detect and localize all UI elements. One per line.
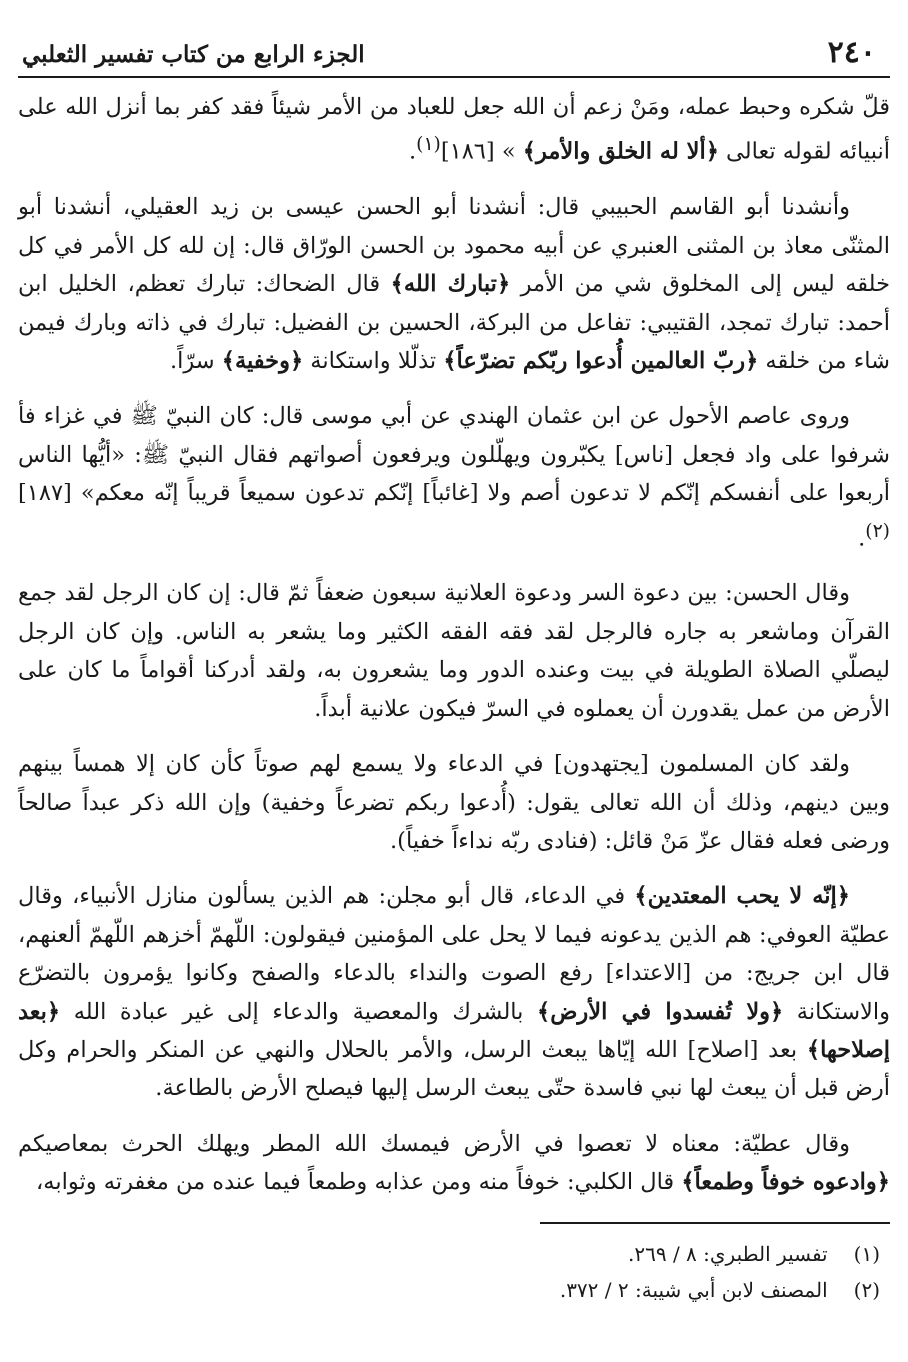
text-run: تذلّلا واستكانة <box>303 347 444 374</box>
text-run: في الدعاء، قال أبو مجلن: هم الذين يسألون منازل الأنبياء، وقال عطيّة العوفي: هم الذين يدعونه فيما لا يحل على المؤمنين فيقولون: اللّهمّ أخزهم اللّهمّ ألعنهم، قال ابن جريج: من [الاعتداء] رفع الصوت والنداء بالدعاء والصفح وكانوا يؤمرون بالتضرّع والاستكانة <box>18 883 890 1025</box>
text-run: وقال عطيّة: معناه لا تعصوا في الأرض فيمسك الله المطر ويهلك الحرث بمعاصيكم <box>18 1130 850 1157</box>
text-run: . <box>858 525 866 552</box>
page-number: ٢٤٠ <box>827 35 876 70</box>
text-run: قال الكلبي: خوفاً منه ومن عذابه وطمعاً فيما عنده من مغفرته وثوابه، <box>36 1169 682 1196</box>
page-body <box>18 78 890 1202</box>
footnote-1 <box>18 1236 890 1272</box>
quran-quote: ﴿وخفية﴾ <box>221 347 304 374</box>
text-run: سرّاً. <box>169 347 222 374</box>
footnote-text: تفسير الطبري: ٨ / ٢٦٩. <box>628 1242 828 1266</box>
footnote-number: (٢) <box>853 1278 880 1302</box>
paragraph-7 <box>18 1125 890 1202</box>
quran-quote: ﴿ألا له الخلق والأمر﴾ <box>522 138 719 165</box>
page-header <box>18 30 890 78</box>
paragraph-5 <box>18 745 890 860</box>
quran-quote: ﴿إنّه لا يحب المعتدين﴾ <box>634 883 850 910</box>
text-run: ولقد كان المسلمون [يجتهدون] في الدعاء ولا يسمع لهم صوتاً كأن كان إلا همساً بينهم وبين دينهم، وذلك أن الله تعالى يقول: (أُدعوا ربكم تضرعاً وخفية) وإن الله ذكر عبداً صالحاً ورضى فعله فقال عزّ مَنْ قائل: (فنادى ربّه نداءاً خفياً). <box>18 751 890 854</box>
text-run: بالشرك والمعصية والدعاء إلى غير عبادة الله <box>60 998 538 1025</box>
quran-quote: ﴿وادعوه خوفاً وطمعاً﴾ <box>681 1169 890 1196</box>
text-run: قلّ شكره وحبط عمله، ومَنْ زعم أن الله جعل للعباد من الأمر شيئاً فقد كفر بما أنزل الله على أنبيائه لقوله تعالى <box>18 94 890 165</box>
text-run: . <box>408 138 417 165</box>
text-run: وقال الحسن: بين دعوة السر ودعوة العلانية سبعون ضعفاً ثمّ قال: إن كان الرجل لقد جمع القرآن وماشعر به جاره فالرجل لقد فقه الفقه الكثير وما يشعر به الناس. وإن كان الرجل ليصلّي الصلاة الطويلة في بيت وعنده الدور وما يشعرون به، ولقد أدركنا أقواماً ما كان على الأرض من عمل يقدورن أن يعملوه في السرّ فيكون علانية أبداً. <box>18 580 890 722</box>
book-page <box>18 30 890 1350</box>
paragraph-4 <box>18 574 890 728</box>
paragraph-1 <box>18 88 890 171</box>
text-run: وأنشدنا أبو القاسم الحبيبي قال: أنشدنا أبو الحسن عيسى بن زيد العقيلي، أنشدنا أبو المثنّى معاذ بن المثنى العنبري عن أبيه محمود بن الحسن الورّاق قال: إن لله كل الأمر في كل خلقه ليس إلى المخلوق شي من الأمر <box>18 194 890 298</box>
footnote-2 <box>18 1272 890 1308</box>
quran-quote: ﴿بعد إصلاحها﴾ <box>18 998 890 1063</box>
quran-quote: ﴿ربّ العالمين أُدعوا ربّكم تضرّعاً﴾ <box>443 347 759 374</box>
footnote-ref: (٢) <box>865 520 890 542</box>
footnote-rule <box>540 1222 890 1224</box>
text-run: وروى عاصم الأحول عن ابن عثمان الهندي عن أبي موسى قال: كان النبيّ ﷺ في غزاء فأ شرفوا على واد فجعل [ناس] يكبّرون ويهلّلون ويرفعون أصواتهم فقال النبيّ ﷺ: «أيُّها الناس أربعوا على أنفسكم إنّكم لا تدعون أصم ولا [غائباً] إنّكم تدعون سميعاً قريباً إنّه معكم» [١٨٧] <box>18 403 890 507</box>
text-run: بعد [اصلاح] الله إيّاها يبعث الرسل، والأمر بالحلال والنهي عن المنكر والحرام وكل أرض قبل أن يبعث لها نبي فاسدة حتّى يبعث الرسل إليها فيصلح الأرض بالطاعة. <box>18 1036 890 1102</box>
paragraph-3 <box>18 397 890 557</box>
quran-quote: ﴿تبارك الله﴾ <box>390 271 511 298</box>
text-run: قال الضحاك: تبارك تعظم، الخليل ابن أحمد: تبارك تمجد، القتيبي: تفاعل من البركة، الحسين بن الفضيل: تبارك في ذاته وبارك فيمن شاء من خلقه <box>18 271 890 374</box>
footnotes <box>18 1222 890 1308</box>
quran-quote: ﴿ولا تُفسدوا في الأرض﴾ <box>537 998 784 1025</box>
footnote-text: المصنف لابن أبي شيبة: ٢ / ٣٧٢. <box>559 1278 828 1302</box>
text-run: » [١٨٦] <box>440 138 523 165</box>
running-title: الجزء الرابع من كتاب تفسير الثعلبي <box>22 41 365 68</box>
footnote-number: (١) <box>853 1242 880 1266</box>
footnote-ref: (١) <box>416 134 441 156</box>
paragraph-2 <box>18 188 890 380</box>
paragraph-6 <box>18 877 890 1107</box>
